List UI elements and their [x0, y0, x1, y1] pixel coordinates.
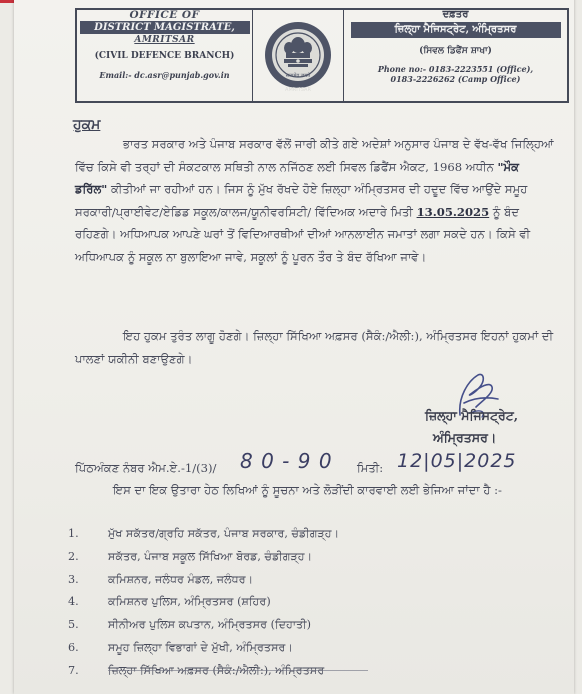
phone-line-1: Phone no:- 0183-2223551 (Office), [377, 64, 534, 74]
list-item [68, 614, 339, 637]
closure-date: 13.05.2025 [416, 204, 490, 219]
endorsement-date-handwritten: 12|05|2025 [397, 450, 517, 472]
list-item-text: ਸੀਨੀਅਰ ਪੁਲਿਸ ਕਪਤਾਨ, ਅੰਮ੍ਰਿਤਸਰ (ਦਿਹਾਤੀ) [108, 618, 311, 632]
order-paragraph-2: ਇਹ ਹੁਕਮ ਤੁਰੰਤ ਲਾਗੂ ਹੋਣਗੇ। ਜ਼ਿਲ੍ਹਾ ਸਿੱਖਿਆ ਅਫ਼ਸਰ (ਸੈਕੰ:/ਐਲੀ:), ਅੰਮ੍ਰਿਤਸਰ ਇਹਨਾਂ ਹੁਕਮਾਂ ਦੀ ਪਾਲਣਾਂ ਯਕੀਨੀ ਬਣਾਉਣਗੇ। [75, 329, 554, 366]
ashoka-emblem-icon [262, 17, 334, 95]
signatory-title-line-2: ਅੰਮ੍ਰਿਤਸਰ। [433, 430, 497, 445]
email-text: Email:- dc.asr@punjab.gov.in [99, 70, 230, 80]
list-item-text: ਮੁੱਖ ਸਕੱਤਰ/ਗ੍ਰਹਿ ਸਕੱਤਰ, ਪੰਜਾਬ ਸਰਕਾਰ, ਚੰਡੀਗੜ੍ਹ। [108, 527, 340, 540]
phone-numbers [378, 64, 533, 84]
endorsement-number-label: ਪਿੱਠਅੰਕਣ ਨੰਬਰ ਐਮ.ਏ.-1/(3)/ [75, 461, 217, 475]
mock-drill-text: "ਮੌਕ ਡਰਿੱਲ" [75, 159, 520, 196]
state-emblem [253, 10, 344, 101]
list-item-text: ਸਕੱਤਰ, ਪੰਜਾਬ ਸਕੂਲ ਸਿੱਖਿਆ ਬੋਰਡ, ਚੰਡੀਗੜ੍ਹ। [108, 549, 313, 563]
signatory-title-line-1: ਜ਼ਿਲ੍ਹਾ ਮੈਜਿਸਟ੍ਰੇਟ, [425, 408, 519, 423]
order-paragraph-1 [75, 133, 555, 268]
endorsement-block [75, 449, 555, 501]
svg-text:AMRITSAR: AMRITSAR [285, 86, 311, 93]
office-of-text: OFFICE OF [129, 9, 200, 21]
order-text-c: ਨੂੰ ਬੰਦ ਰਹਿਣਗੇ। ਅਧਿਆਪਕ ਆਪਣੇ ਘਰਾਂ ਤੋਂ ਵਿਦਿਆਰਥੀਆਂ ਦੀਆਂ ਆਨਲਾਈਨ ਜਮਾਤਾਂ ਲਗਾ ਸਕਦੇ ਹਨ। ਕਿਸੇ ਵੀ ਅਧਿਆਪਕ ਨੂੰ ਸਕੂਲ ਨਾ ਬੁਲਾਇਆ ਜਾਵੇ, ਸਕੂਲਾਂ ਨੂੰ ਪੂਰਨ ਤੌਰ ਤੇ ਬੰਦ ਰੱਖਿਆ ਜਾਵੇ। [75, 204, 531, 264]
punjabi-branch-name: (ਸਿਵਲ ਡਿਫੈਂਸ ਸ਼ਾਖਾ) [419, 46, 492, 56]
list-item-text: ਕਮਿਸ਼ਨਰ, ਜਲੰਧਰ ਮੰਡਲ, ਜਲੰਧਰ। [108, 572, 254, 586]
list-item [68, 591, 339, 614]
list-item-number: 1. [68, 527, 79, 540]
order-text-b: ਕੀਤੀਆਂ ਜਾ ਰਹੀਆਂ ਹਨ। ਜਿਸ ਨੂੰ ਮੁੱਖ ਰੱਖਦੇ ਹੋਏ ਜ਼ਿਲ੍ਹਾ ਅੰਮ੍ਰਿਤਸਰ ਦੀ ਹਦੂਦ ਵਿੱਚ ਆਉਂਦੇ ਸਮੂਹ ਸਰਕਾਰੀ/ਪ੍ਰਾਈਵੇਟ/ਏਡਿਡ ਸਕੂਲ/ਕਾਲਜ/ਯੂਨੀਵਰਸਿਟੀ/ ਵਿੱਦਿਅਕ ਅਦਾਰੇ ਮਿਤੀ [75, 182, 528, 219]
order-text-a: ਭਾਰਤ ਸਰਕਾਰ ਅਤੇ ਪੰਜਾਬ ਸਰਕਾਰ ਵੱਲੋਂ ਜਾਰੀ ਕੀਤੇ ਗਏ ਅਦੇਸ਼ਾਂ ਅਨੁਸਾਰ ਪੰਜਾਬ ਦੇ ਵੱਖ-ਵੱਖ ਜਿਲ੍ਹਿਆਂ ਵਿੱਚ ਕਿਸੇ ਵੀ ਤਰ੍ਹਾਂ ਦੀ ਸੰਕਟਕਾਲ ਸਥਿਤੀ ਨਾਲ ਨਜਿੱਠਣ ਲਈ ਸਿਵਲ ਡਿਫੈਂਸ ਐਕਟ, 1968 ਅਧੀਨ [75, 137, 554, 174]
cut-off-next-line [68, 670, 368, 676]
letterhead-english [77, 10, 253, 101]
signatory-title [425, 405, 565, 449]
city-name: AMRITSAR [134, 35, 195, 45]
letterhead [75, 8, 569, 103]
district-magistrate-banner: DISTRICT MAGISTRATE, [80, 21, 250, 34]
list-item-number: 4. [68, 595, 79, 609]
endorsement-date-label: ਮਿਤੀ: [357, 461, 384, 475]
list-item-number: 7. [68, 663, 79, 677]
phone-line-2: 0183-2226262 (Camp Office) [390, 74, 521, 84]
list-item-number: 6. [68, 640, 79, 654]
list-item-number: 2. [68, 549, 79, 563]
punjabi-office-text: ਦਫ਼ਤਰ [442, 9, 469, 20]
list-item-text: ਜ਼ਿਲ੍ਹਾ ਸਿੱਖਿਆ ਅਫ਼ਸਰ (ਸੈਕੰ:/ਐਲੀ:), ਅੰਮ੍ਰਿਤਸਰ [108, 663, 325, 677]
list-item-text: ਕਮਿਸ਼ਨਰ ਪੁਲਿਸ, ਅੰਮ੍ਰਿਤਸਰ (ਸ਼ਹਿਰ) [108, 595, 271, 609]
punjabi-dm-banner: ਜ਼ਿਲ੍ਹਾ ਮੈਜਿਸਟ੍ਰੇਟ, ਅੰਮ੍ਰਿਤਸਰ [351, 22, 561, 38]
list-item [68, 569, 339, 592]
endorsement-number-handwritten: 8 0 - 9 0 [240, 449, 333, 473]
list-item [68, 523, 339, 546]
cut-off-line-mark [108, 670, 368, 676]
recipient-list [68, 523, 339, 683]
endorsement-number-row [75, 449, 555, 479]
list-item-text: ਸਮੂਹ ਜ਼ਿਲ੍ਹਾ ਵਿਭਾਗਾਂ ਦੇ ਮੁੱਖੀ, ਅੰਮ੍ਰਿਤਸਰ। [108, 640, 293, 654]
order-heading: ਹੁਕਮ [73, 117, 101, 133]
list-item [68, 637, 339, 660]
list-item-number: 3. [68, 572, 79, 586]
branch-name: (CIVIL DEFENCE BRANCH) [94, 51, 235, 61]
copy-forwarded-text: ਇਸ ਦਾ ਇਕ ਉਤਾਰਾ ਹੇਠ ਲਿਖਿਆਂ ਨੂੰ ਸੂਚਨਾ ਅਤੇ ਲੋੜੀਂਦੀ ਕਾਰਵਾਈ ਲਈ ਭੇਜਿਆ ਜਾਂਦਾ ਹੈ :- [113, 483, 502, 497]
list-item-number: 5. [68, 618, 79, 632]
letterhead-punjabi [344, 10, 567, 101]
list-item [68, 546, 339, 569]
svg-text:सत्यमेव जयते: सत्यमेव जयते [285, 72, 311, 79]
